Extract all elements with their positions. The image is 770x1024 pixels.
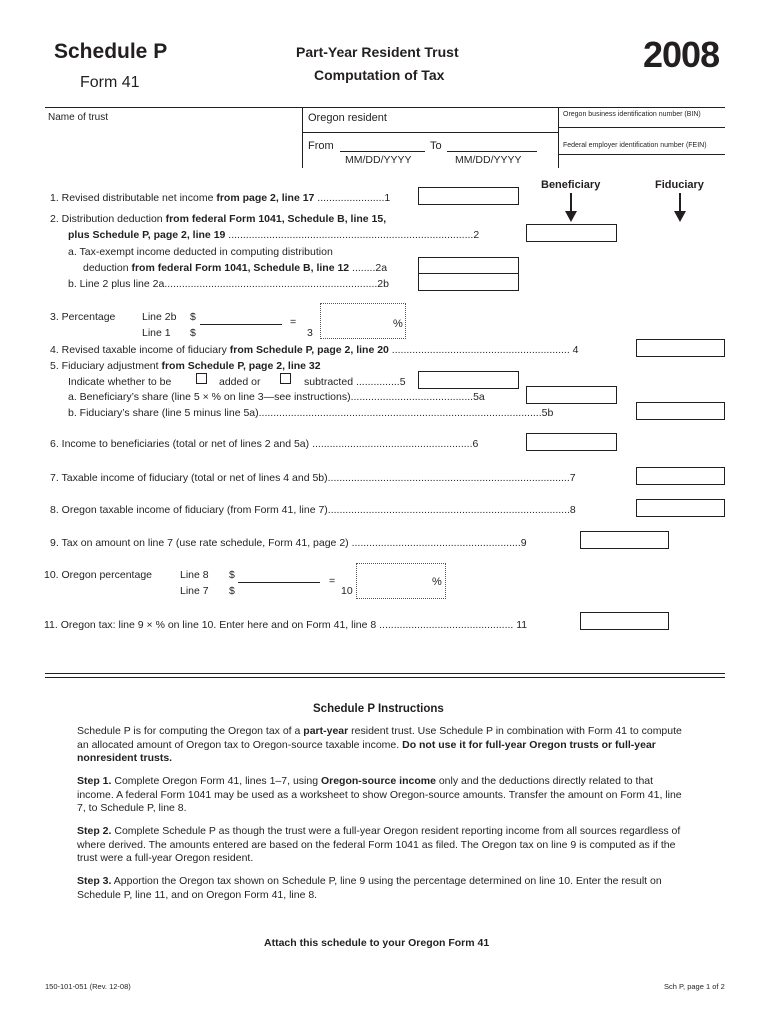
line-6-label: 6. Income to beneficiaries (total or net of lines 2 and 5a) .......................................................6 — [50, 438, 479, 450]
schedule-title: Schedule P — [54, 40, 168, 63]
fein-field[interactable] — [559, 154, 725, 155]
step-1-bold: Oregon-source income — [320, 775, 436, 787]
intro-part-year: part-year — [303, 725, 349, 737]
subtracted-label: subtracted ...............5 — [304, 376, 406, 388]
beneficiary-arrow-icon — [564, 193, 578, 223]
line-10-dollar-2: $ — [229, 585, 235, 597]
line-10-percent: % — [432, 576, 442, 588]
line-3-denominator-label: Line 1 — [142, 327, 171, 339]
line-3-equals: = — [290, 316, 297, 328]
line-4-label — [50, 344, 579, 356]
line-1-input[interactable] — [418, 187, 519, 205]
ident-divider-2 — [558, 108, 559, 168]
line-3-numerator-label: Line 2b — [142, 311, 177, 323]
form-title-line1: Part-Year Resident Trust — [296, 44, 459, 60]
trust-name-label: Name of trust — [48, 112, 109, 123]
line-2a-leader: ........2a — [349, 262, 388, 274]
instructions-step-3 — [77, 875, 692, 902]
line-10-denominator-label: Line 7 — [180, 585, 209, 597]
line-4-source: from Schedule P, page 2, line 20 — [229, 344, 389, 356]
line-8-input[interactable] — [636, 499, 725, 517]
line-1-label — [50, 192, 390, 204]
line-7-input[interactable] — [636, 467, 725, 485]
added-label: added or — [219, 376, 261, 388]
line-5-indicate: Indicate whether to be — [68, 376, 172, 388]
form-number: 150-101-051 (Rev. 12-08) — [45, 982, 131, 991]
to-label: To — [430, 140, 442, 152]
form-title-line2: Computation of Tax — [314, 67, 445, 83]
instructions-title: Schedule P Instructions — [313, 703, 444, 715]
line-5a-input[interactable] — [526, 386, 617, 404]
line-3-number: 3 — [307, 327, 313, 339]
step-2-label: Step 2. — [77, 825, 112, 837]
line-2-label — [50, 213, 386, 225]
from-label: From — [308, 140, 334, 152]
line-1-text: 1. Revised distributable net income — [50, 192, 217, 204]
fiduciary-column-header: Fiduciary — [655, 179, 704, 191]
line-5-label — [50, 360, 321, 372]
line-4-text: 4. Revised taxable income of fiduciary — [50, 344, 230, 356]
line-9-label: 9. Tax on amount on line 7 (use rate schedule, Form 41, page 2) ..........................................................9 — [50, 537, 527, 549]
step-3-label: Step 3. — [77, 875, 112, 887]
line-2a-label-cont — [83, 262, 387, 274]
line-5-text: 5. Fiduciary adjustment — [50, 360, 162, 372]
tax-year: 2008 — [643, 34, 720, 75]
line-5b-input[interactable] — [636, 402, 725, 420]
bin-label: Oregon business identification number (BIN) — [563, 111, 701, 118]
instructions-step-1 — [77, 775, 692, 816]
line-2a-text: deduction — [83, 262, 132, 274]
line-10-number: 10 — [341, 585, 353, 597]
line-2-source-2: plus Schedule P, page 2, line 19 — [68, 229, 226, 241]
line-5-input[interactable] — [418, 371, 519, 389]
line-2a-label: a. Tax-exempt income deducted in computing distribution — [68, 246, 333, 258]
added-checkbox[interactable] — [196, 373, 207, 384]
header-rule — [45, 107, 725, 108]
section-divider-top — [45, 673, 725, 674]
instructions-step-2 — [77, 825, 692, 866]
line-3-dollar-2: $ — [190, 327, 196, 339]
oregon-resident-label: Oregon resident — [308, 112, 387, 124]
form-name: Form 41 — [80, 74, 140, 91]
line-2-label-cont — [68, 229, 479, 241]
line-2-leader: ....................................................................................2 — [225, 229, 480, 241]
fein-label: Federal employer identification number (FEIN) — [563, 142, 707, 149]
from-date-format: MM/DD/YYYY — [345, 154, 412, 166]
intro-text-2: resident trust. Use Schedule P in combination with Form 41 to compute an allocated amount of Oregon tax to Oregon-source taxable income. — [77, 725, 682, 751]
line-4-leader: ............................................................. 4 — [388, 344, 579, 356]
page-number: Sch P, page 1 of 2 — [664, 982, 725, 991]
to-date-field[interactable] — [447, 151, 537, 152]
subtracted-checkbox[interactable] — [280, 373, 291, 384]
line-3-label: 3. Percentage — [50, 311, 116, 323]
line-1-leader: .......................1 — [314, 192, 391, 204]
line-5b-label: b. Fiduciary’s share (line 5 minus line 5a).................................................................................................5b — [68, 407, 554, 419]
line-3-percent: % — [393, 318, 403, 330]
intro-text-1: Schedule P is for computing the Oregon tax of a — [77, 725, 304, 737]
line-2-input[interactable] — [526, 224, 617, 242]
step-1-label: Step 1. — [77, 775, 112, 787]
line-1-source: from page 2, line 17 — [216, 192, 315, 204]
step-1-text-2: only and the deductions directly related to that income. A federal Form 1041 may be used as a worksheet to show Oregon-source amounts. Transfer the amount on Form 41, line 7, to Schedule P, line 8. — [77, 775, 682, 815]
bin-field[interactable] — [559, 127, 725, 128]
line-11-input[interactable] — [580, 612, 669, 630]
intro-warning: Do not use it for full-year Oregon trusts or full-year nonresident trusts. — [77, 738, 656, 765]
to-date-format: MM/DD/YYYY — [455, 154, 522, 166]
line-8-label: 8. Oregon taxable income of fiduciary (from Form 41, line 7)...................................................................................8 — [50, 504, 576, 516]
attach-note: Attach this schedule to your Oregon Form 41 — [264, 937, 490, 949]
line-2b-label: b. Line 2 plus line 2a.........................................................................2b — [68, 278, 389, 290]
line-10-label: 10. Oregon percentage — [44, 569, 152, 581]
beneficiary-column-header: Beneficiary — [541, 179, 601, 191]
line-10-dollar-1: $ — [229, 569, 235, 581]
line-6-input[interactable] — [526, 433, 617, 451]
line-5a-label: a. Beneficiary’s share (line 5 × % on line 3—see instructions)..........................................5a — [68, 391, 485, 403]
from-date-field[interactable] — [340, 151, 425, 152]
line-2-text: 2. Distribution deduction — [50, 213, 166, 225]
line-2-source: from federal Form 1041, Schedule B, line 15, — [165, 213, 387, 225]
step-2-text: Complete Schedule P as though the trust were a full-year Oregon resident reporting income from all sources regardless of where derived. The amounts entered are based on the federal Form 1041 as filed. The Oregon tax on line 9 is computed as if the trust were a full-year Oregon resident. — [77, 825, 681, 865]
line-10-equals: = — [329, 575, 336, 587]
resident-rule — [303, 132, 558, 133]
line-11-label: 11. Oregon tax: line 9 × % on line 10. Enter here and on Form 41, line 8 .............................................. 11 — [44, 619, 528, 631]
step-3-text: Apportion the Oregon tax shown on Schedule P, line 9 using the percentage determined on line 10. Enter the result on Schedule P, line 11, and on Oregon Form 41, line 8. — [77, 875, 662, 901]
line-9-input[interactable] — [580, 531, 669, 549]
step-1-text-1: Complete Oregon Form 41, lines 1–7, using — [111, 775, 321, 787]
ident-divider-1 — [302, 108, 303, 168]
line-2b-input[interactable] — [418, 273, 519, 291]
line-2a-source: from federal Form 1041, Schedule B, line 12 — [131, 262, 350, 274]
line-10-fraction-bar — [238, 582, 320, 583]
instructions-intro — [77, 725, 692, 766]
line-3-dollar-1: $ — [190, 311, 196, 323]
line-5-source: from Schedule P, page 2, line 32 — [161, 360, 321, 372]
line-7-label: 7. Taxable income of fiduciary (total or net of lines 4 and 5b)...................................................................................7 — [50, 472, 576, 484]
line-3-fraction-bar — [200, 324, 282, 325]
line-10-numerator-label: Line 8 — [180, 569, 209, 581]
fiduciary-arrow-icon — [673, 193, 687, 223]
line-4-input[interactable] — [636, 339, 725, 357]
section-divider-bottom — [45, 677, 725, 678]
